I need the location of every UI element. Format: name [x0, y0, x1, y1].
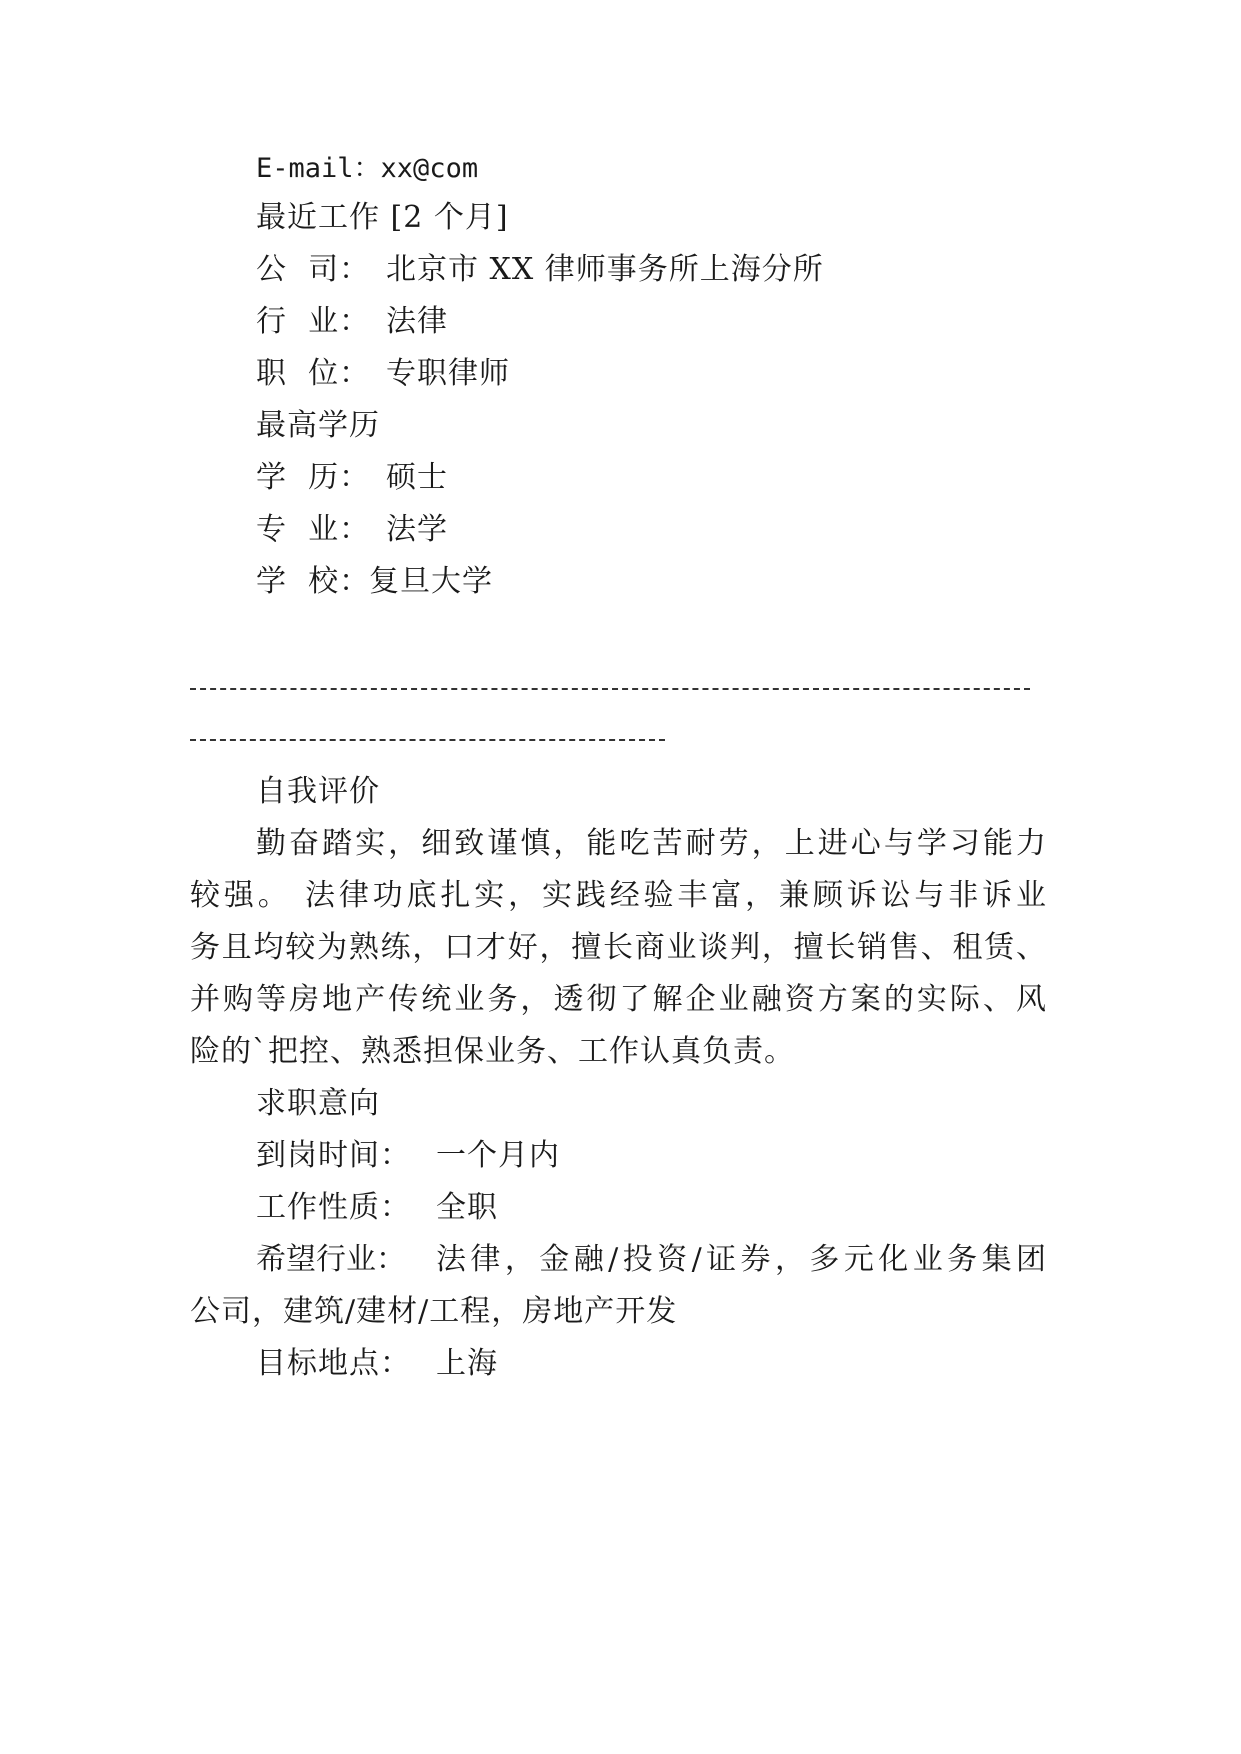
degree-value: 硕士 [386, 460, 448, 495]
separator-line [190, 688, 1030, 692]
self-evaluation-line: 并购等房地产传统业务，透彻了解企业融资方案的实际、风 [190, 982, 1046, 1017]
industry-value: 法律 [386, 304, 448, 339]
company-value: 北京市 XX 律师事务所上海分所 [386, 252, 824, 287]
degree-label: 学 历： [256, 460, 371, 495]
target-location-row [256, 1344, 498, 1384]
industry-label: 行 业： [256, 304, 371, 339]
work-nature-value: 全职 [436, 1190, 498, 1225]
position-label: 职 位： [256, 356, 371, 391]
company-label: 公 司： [256, 252, 371, 287]
target-location-label: 目标地点： [256, 1346, 411, 1381]
school-value: 复旦大学 [369, 564, 493, 599]
recent-work-heading: 最近工作 [2 个月] [256, 200, 509, 235]
company-row [256, 250, 824, 290]
major-value: 法学 [386, 512, 448, 547]
major-label: 专 业： [256, 512, 371, 547]
email-value: xx@com [380, 153, 479, 184]
degree-row [256, 458, 448, 498]
self-evaluation-line: 险的`把控、熟悉担保业务、工作认真负责。 [190, 1034, 795, 1069]
position-row [256, 354, 510, 394]
desired-industry-value: 法律，金融/投资/证券，多元化业务集团 [436, 1242, 1046, 1277]
self-evaluation-line: 勤奋踏实，细致谨慎，能吃苦耐劳，上进心与学习能力 [256, 826, 1046, 861]
position-value: 专职律师 [386, 356, 510, 391]
target-location-value: 上海 [436, 1346, 498, 1381]
education-heading: 最高学历 [256, 408, 380, 443]
arrival-time-row [256, 1136, 560, 1176]
email-row [256, 148, 478, 189]
industry-row [256, 302, 448, 342]
arrival-time-value: 一个月内 [436, 1138, 560, 1173]
desired-industry-continued: 公司，建筑/建材/工程，房地产开发 [190, 1294, 678, 1329]
school-label: 学 校： [256, 564, 371, 599]
self-evaluation-line: 务且均较为熟练，口才好，擅长商业谈判，擅长销售、租赁、 [190, 930, 1046, 965]
separator-line-continued [190, 739, 665, 743]
desired-industry-label: 希望行业： [256, 1242, 406, 1277]
self-evaluation-line: 较强。 法律功底扎实，实践经验丰富，兼顾诉讼与非诉业 [190, 878, 1046, 913]
major-row [256, 510, 448, 550]
self-evaluation-heading: 自我评价 [256, 774, 380, 809]
work-nature-row [256, 1188, 498, 1228]
email-label: E-mail： [256, 153, 381, 184]
work-nature-label: 工作性质： [256, 1190, 411, 1225]
school-row [256, 562, 493, 602]
arrival-time-label: 到岗时间： [256, 1138, 411, 1173]
desired-industry-row [256, 1240, 1046, 1280]
job-intention-heading: 求职意向 [256, 1086, 380, 1121]
